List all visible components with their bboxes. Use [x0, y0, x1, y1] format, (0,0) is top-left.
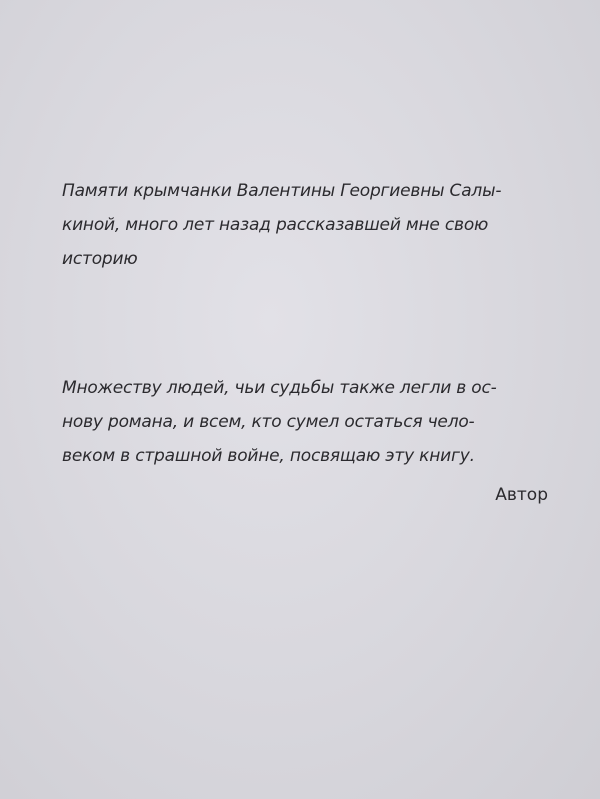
dedication-line: Множеству людей, чьи судьбы также легли в ос- [62, 378, 497, 398]
dedication-in-memory [62, 174, 548, 276]
dedication-line: киной, много лет назад рассказавшей мне свою [62, 215, 489, 235]
dedication-line: веком в страшной войне, посвящаю эту книгу. [62, 446, 475, 466]
dedication-line: нову романа, и всем, кто сумел остаться чело- [62, 412, 475, 432]
dedication-line: Памяти крымчанки Валентины Георгиевны Салы- [62, 181, 502, 201]
author-signature: Автор [495, 485, 548, 505]
dedication-to-people [62, 371, 548, 473]
dedication-line: историю [62, 249, 138, 269]
